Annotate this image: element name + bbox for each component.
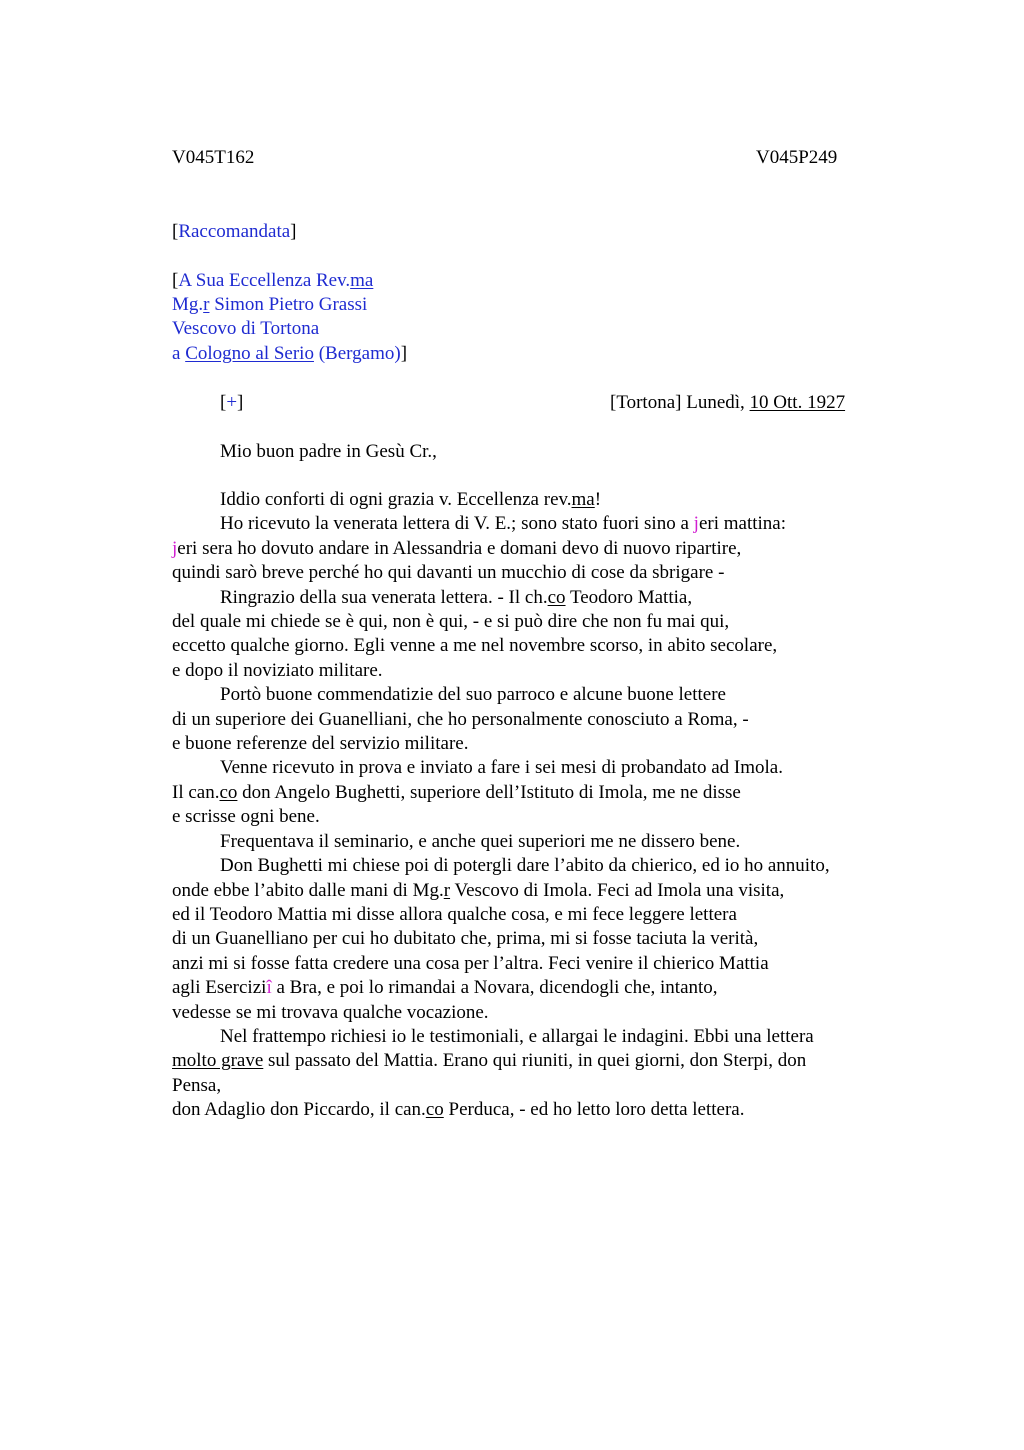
body-line: Venne ricevuto in prova e inviato a fare i sei mesi di probandato ad Imola. [220, 757, 783, 779]
abbreviation: ma [350, 270, 374, 291]
bracket-open: [ [172, 221, 179, 242]
body-line: di un Guanelliano per cui ho dubitato che, prima, mi si fosse taciuta la verità, [172, 928, 759, 950]
body-line: vedesse se mi trovava qualche vocazione. [172, 1001, 489, 1023]
address-text: Simon Pietro Grassi [209, 294, 368, 315]
page-id: V045P249 [756, 147, 838, 168]
cross-icon: + [226, 392, 238, 413]
bracket-open: [ [172, 270, 179, 291]
address-line-1 [172, 269, 373, 293]
body-line: Nel frattempo richiesi io le testimoniali, e allargai le indagini. Ebbi una lettera [220, 1025, 814, 1047]
body-line: Iddio conforti di ogni grazia v. Eccellenza rev.ma! [220, 489, 602, 510]
dateline-date: 10 Ott. 1927 [749, 392, 846, 413]
body-line: quindi sarò breve perché ho qui davanti un mucchio di cose da sbrigare - [172, 562, 725, 584]
body-line: don Adaglio don Piccardo, il can.co Perduca, - ed ho letto loro detta lettera. [172, 1099, 745, 1121]
page-id-row [756, 146, 837, 170]
body-line: onde ebbe l’abito dalle mani di Mg.r Vescovo di Imola. Feci ad Imola una visita, [172, 879, 785, 901]
abbreviation: r [203, 294, 210, 315]
address-line-3 [172, 317, 319, 341]
registered-label: Raccomandata [178, 221, 291, 242]
body-line: di un superiore dei Guanelliani, che ho personalmente conosciuto a Roma, - [172, 708, 749, 730]
body-line: anzi mi si fosse fatta credere una cosa per l’altra. Feci venire il chierico Mattia [172, 952, 769, 974]
body-line: molto grave sul passato del Mattia. Erano qui riuniti, in quei giorni, don Sterpi, don [172, 1050, 807, 1072]
body-line: eccetto qualche giorno. Egli venne a me nel novembre scorso, in abito secolare, [172, 635, 778, 657]
body-line: e dopo il noviziato militare. [172, 659, 383, 681]
body-line: Ringrazio della sua venerata lettera. - Il ch.co Teodoro Mattia, [220, 586, 693, 608]
address-text: a [172, 343, 186, 364]
body-line: ed il Teodoro Mattia mi disse allora qualche cosa, e mi fece leggere lettera [172, 903, 737, 925]
body-line: Don Bughetti mi chiese poi di potergli dare l’abito da chierico, ed io ho annuito, [220, 855, 830, 877]
salutation: Mio buon padre in Gesù Cr., [220, 441, 437, 462]
address-text: Vescovo di Tortona [172, 318, 320, 339]
address-place: Cologno al Serio [185, 343, 314, 364]
body-line: Frequentava il seminario, e anche quei superiori me ne dissero bene. [220, 830, 741, 852]
bracket-close: ] [237, 392, 244, 413]
body-line: agli Eserciziî a Bra, e poi lo rimandai a Novara, dicendogli che, intanto, [172, 977, 718, 999]
address-line-2 [172, 293, 367, 317]
dateline-place: [Tortona] Lunedì, [610, 392, 750, 413]
body-line: Ho ricevuto la venerata lettera di V. E.; sono stato fuori sino a jeri mattina: [220, 513, 786, 535]
body-line: e scrisse ogni bene. [172, 806, 320, 828]
address-line-4 [172, 342, 407, 366]
address-text: Mg. [172, 294, 204, 315]
dateline [610, 391, 845, 415]
body-line: e buone referenze del servizio militare. [172, 733, 469, 755]
body-line: Portò buone commendatizie del suo parroco e alcune buone lettere [220, 684, 726, 706]
bracket-close: ] [290, 221, 297, 242]
address-text: A Sua Eccellenza Rev. [178, 270, 351, 291]
bracket-open: [ [220, 392, 227, 413]
text-id: V045T162 [172, 147, 255, 168]
body-line: jeri sera ho dovuto andare in Alessandria e domani devo di nuovo ripartire, [172, 537, 742, 559]
bracket-close: ] [400, 343, 408, 364]
document-header [172, 146, 254, 170]
letter-body [172, 488, 892, 1123]
address-text: (Bergamo) [313, 343, 401, 364]
body-line: del quale mi chiede se è qui, non è qui, - e si può dire che non fu mai qui, [172, 611, 730, 633]
body-line: Il can.co don Angelo Bughetti, superiore dell’Istituto di Imola, me ne disse [172, 781, 741, 803]
registered-note [172, 220, 297, 244]
cross-mark [220, 391, 243, 415]
body-line: Pensa, [172, 1074, 222, 1096]
